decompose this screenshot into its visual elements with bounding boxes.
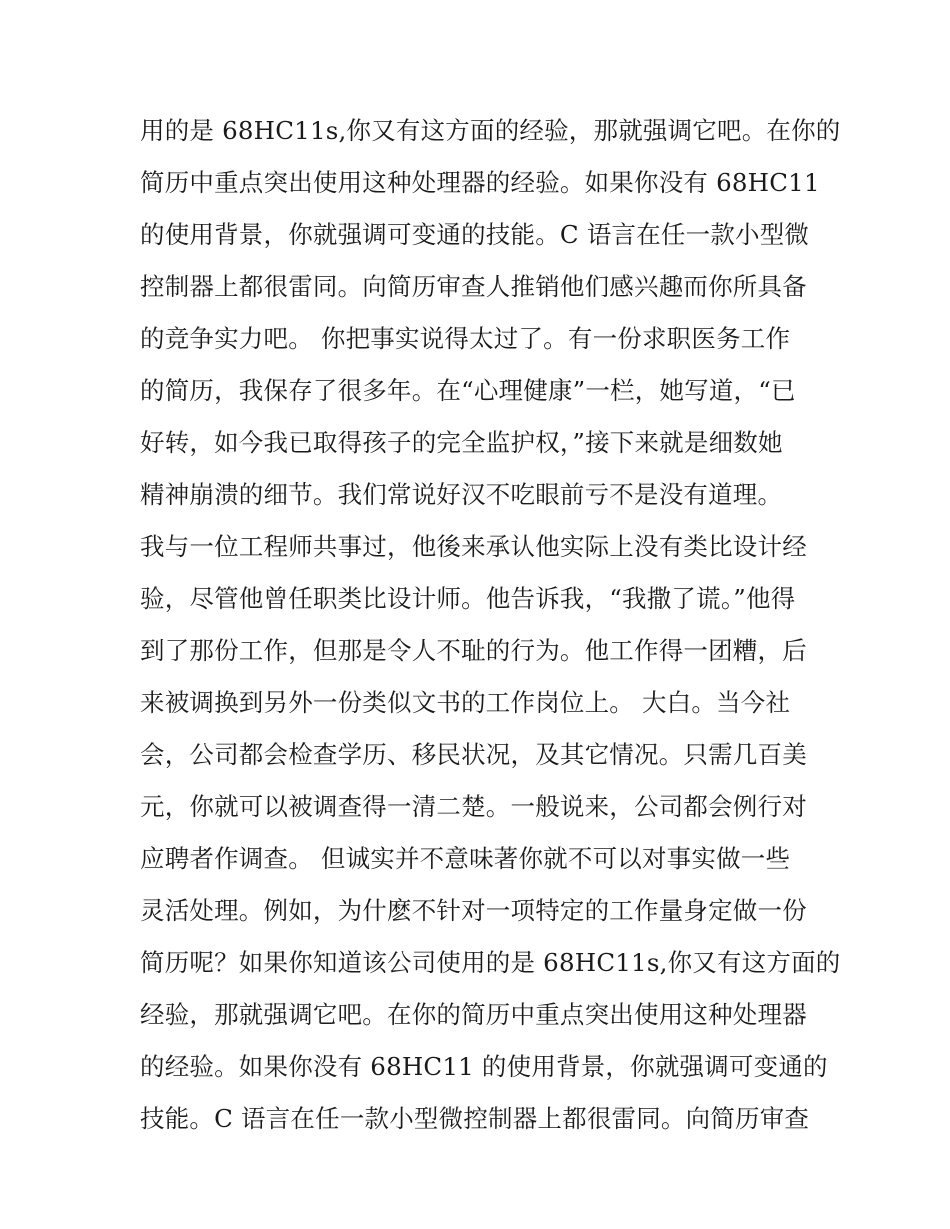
text-line-20: 技能。C 语言在任一款小型微控制器上都很雷同。向简历审查 [140,1104,810,1133]
text-line-12: 来被调换到另外一份类似文书的工作岗位上。 大白。当今社 [140,688,791,717]
body-text [140,105,841,1145]
text-line-7: 好转，如今我已取得孩子的完全监护权，”接下来就是细数她 [140,428,783,457]
text-line-19: 的经验。如果你没有 68HC11 的使用背景，你就强调可变通的 [140,1052,828,1081]
text-line-1: 用的是 68HC11s,你又有这方面的经验，那就强调它吧。在你的 [140,116,841,145]
text-line-9: 我与一位工程师共事过，他後来承认他实际上没有类比设计经 [140,532,807,561]
text-line-6: 的简历，我保存了很多年。在“心理健康”一栏，她写道，“已 [140,376,796,405]
text-line-15: 应聘者作调查。 但诚实并不意味著你就不可以对事实做一些 [140,844,791,873]
text-line-3: 的使用背景，你就强调可变通的技能。C 语言在任一款小型微 [140,220,810,249]
text-line-16: 灵活处理。例如，为什麽不针对一项特定的工作量身定做一份 [140,896,807,925]
text-line-11: 到了那份工作，但那是令人不耻的行为。他工作得一团糟，后 [140,636,807,665]
text-line-5: 的竞争实力吧。 你把事实说得太过了。有一份求职医务工作 [140,324,791,353]
text-line-18: 经验，那就强调它吧。在你的简历中重点突出使用这种处理器 [140,1000,807,1029]
text-line-13: 会，公司都会检查学历、移民状况，及其它情况。只需几百美 [140,740,807,769]
text-line-2: 简历中重点突出使用这种处理器的经验。如果你没有 68HC11 [140,168,820,197]
text-line-10: 验，尽管他曾任职类比设计师。他告诉我，“我撒了谎。”他得 [140,584,796,613]
text-line-17: 简历呢？如果你知道该公司使用的是 68HC11s,你又有这方面的 [140,948,841,977]
text-line-14: 元，你就可以被调查得一清二楚。一般说来，公司都会例行对 [140,792,807,821]
text-line-4: 控制器上都很雷同。向简历审查人推销他们感兴趣而你所具备 [140,272,807,301]
text-line-8: 精神崩溃的细节。我们常说好汉不吃眼前亏不是没有道理。 [140,480,783,509]
